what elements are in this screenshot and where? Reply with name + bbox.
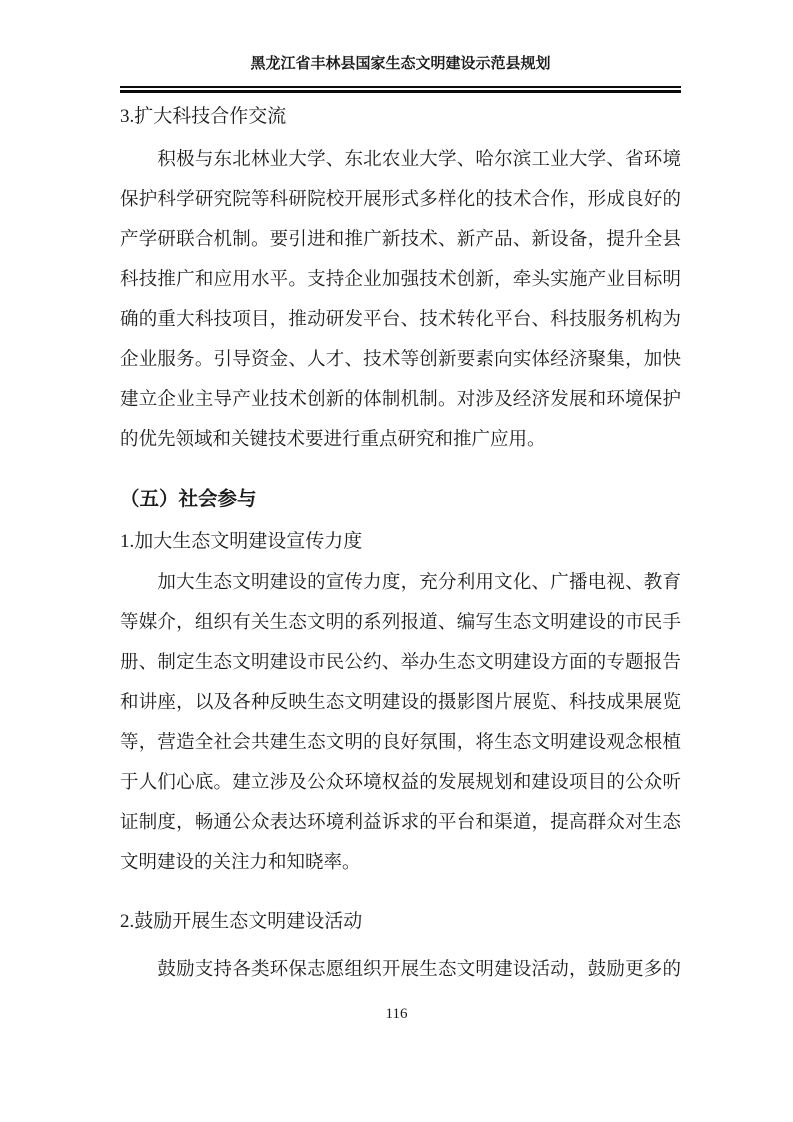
document-body [120,97,681,990]
paragraph [120,140,681,460]
paragraph [120,950,681,990]
paragraph-line: 建立企业主导产业技术创新的体制机制。对涉及经济发展和环境保护 [120,390,681,410]
paragraph-line: 和讲座，以及各种反映生态文明建设的摄影图片展览、科技成果展览 [120,693,681,713]
paragraph-line: 文明建设的关注力和知晓率。 [120,853,361,873]
paragraph-line: 等媒介，组织有关生态文明的系列报道、编写生态文明建设的市民手 [120,613,681,633]
paragraph-line: 积极与东北林业大学、东北农业大学、哈尔滨工业大学、省环境 [120,150,681,170]
paragraph-line: 于人们心底。建立涉及公众环境权益的发展规划和建设项目的公众听 [120,773,681,793]
paragraph-line: 册、制定生态文明建设市民公约、举办生态文明建设方面的专题报告 [120,653,681,673]
numbered-heading: 1.加大生态文明建设宣传力度 [120,531,363,552]
text-column [120,0,681,990]
paragraph-line: 等，营造全社会共建生态文明的良好氛围，将生态文明建设观念根植 [120,733,681,753]
paragraph-line: 科技推广和应用水平。支持企业加强技术创新，牵头实施产业目标明 [120,270,681,290]
paragraph-line: 证制度，畅通公众表达环境利益诉求的平台和渠道，提高群众对生态 [120,813,681,833]
paragraph-line: 确的重大科技项目，推动研发平台、技术转化平台、科技服务机构为 [120,310,681,330]
numbered-heading: 2.鼓励开展生态文明建设活动 [120,911,363,932]
paragraph-line: 产学研联合机制。要引进和推广新技术、新产品、新设备，提升全县 [120,230,681,250]
page-number: 116 [385,1006,408,1022]
header-double-rule [120,86,681,93]
page-header-title: 黑龙江省丰林县国家生态文明建设示范县规划 [250,56,551,72]
paragraph [120,563,681,883]
paragraph-line: 企业服务。引导资金、人才、技术等创新要素向实体经济聚集，加快 [120,350,681,370]
paragraph-line: 保护科学研究院等科研院校开展形式多样化的技术合作，形成良好的 [120,190,681,210]
numbered-heading: 3.扩大科技合作交流 [120,106,287,127]
paragraph-line: 加大生态文明建设的宣传力度，充分利用文化、广播电视、教育 [120,573,681,593]
paragraph-line: 的优先领域和关键技术要进行重点研究和推广应用。 [120,430,546,450]
paragraph-line: 鼓励支持各类环保志愿组织开展生态文明建设活动，鼓励更多的 [120,960,681,980]
section-heading: （五）社会参与 [120,489,257,510]
